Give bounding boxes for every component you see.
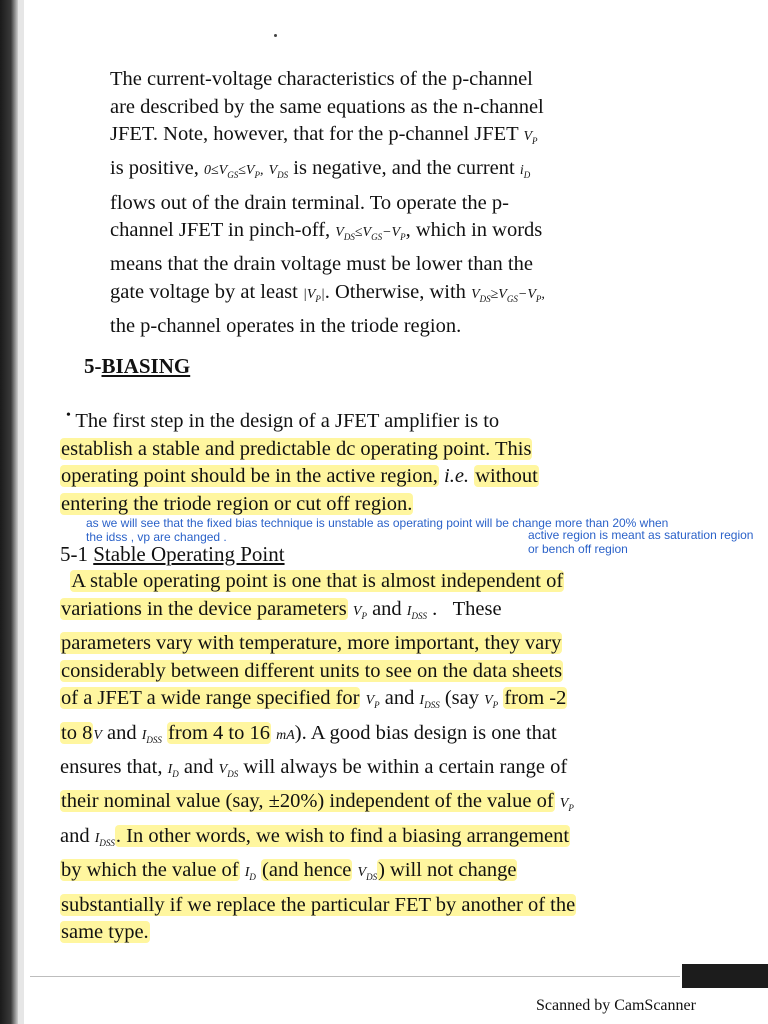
- math-idss: $I_{DSS}$: [406, 603, 427, 621]
- text-line: the p-channel operates in the triode region.: [110, 315, 462, 338]
- highlighted-text: from 4 to 16: [168, 721, 270, 744]
- text-line: channel JFET in pinch-off,: [110, 219, 331, 242]
- highlighted-text-line: same type.: [61, 921, 149, 944]
- text-line: gate voltage by at least: [110, 280, 298, 303]
- text-word: (say: [444, 687, 479, 710]
- highlighted-text-line: their nominal value (say, ±20%) independent of the value of: [61, 790, 554, 813]
- bullet-mark: •: [66, 408, 71, 423]
- math-triode-condition: $V_{DS}\ge V_{GS}-V_P$,: [471, 286, 545, 304]
- text-line: The first step in the design of a JFET amplifier is to: [75, 410, 500, 432]
- math-vgs-range: $0\le V_{GS}\le V_P$,: [203, 163, 264, 181]
- subsection-number: 5-1: [60, 542, 88, 566]
- text-word: and: [183, 755, 214, 778]
- math-vp: $V_P$: [559, 796, 574, 814]
- math-pinchoff-condition: $V_{DS}\le V_{GS}-V_P$: [335, 225, 406, 242]
- text-line: . Otherwise, with: [324, 280, 466, 303]
- highlighted-text-line: entering the triode region or cut off region.: [61, 492, 413, 515]
- subsection-title: Stable Operating Point: [93, 542, 285, 566]
- highlighted-text: by which the value of: [61, 859, 239, 882]
- text-line: will always be within a certain range of: [243, 755, 568, 778]
- text-line: ). A good bias design is one that: [294, 721, 557, 744]
- math-abs-vp: $|V_P|$: [302, 286, 325, 304]
- highlighted-text-line: of a JFET a wide range specified for: [61, 687, 360, 710]
- highlighted-text-line: variations in the device parameters: [61, 597, 347, 620]
- highlighted-text: ) will not change: [378, 859, 517, 882]
- math-idss: $I_{DSS}$: [141, 727, 162, 745]
- text-word: and: [372, 597, 402, 620]
- text-line: is negative, and the current: [293, 157, 515, 180]
- text-line: The current-voltage characteristics of the p-channel: [110, 68, 533, 90]
- highlighted-text: without: [475, 465, 538, 487]
- math-vp: $V_P$: [352, 603, 367, 621]
- math-vds: $V_{DS}$: [218, 761, 239, 779]
- highlighted-text-line: operating point should be in the active region,: [61, 465, 438, 487]
- math-vp: $V_P$: [484, 693, 499, 710]
- highlighted-text-line: A stable operating point is one that is almost independent of: [71, 570, 564, 592]
- scan-speck: [274, 34, 277, 37]
- math-idss: $I_{DSS}$: [94, 830, 115, 848]
- math-id: $i_D$: [519, 163, 531, 181]
- math-vds: $V_{DS}$: [268, 163, 289, 181]
- text-word: and: [384, 687, 415, 710]
- scanner-watermark: Scanned by CamScanner: [536, 997, 696, 1014]
- section-number: 5-: [84, 354, 102, 378]
- paragraph-biasing: [60, 408, 680, 518]
- scan-page-edge: [18, 0, 24, 1024]
- math-vp: $V_P$: [523, 129, 538, 146]
- text-word: These: [452, 597, 502, 620]
- text-line: means that the drain voltage must be lower than the: [110, 253, 533, 276]
- highlighted-text: from -2: [504, 687, 567, 710]
- math-id: $I_D$: [244, 865, 256, 882]
- highlighted-text-line: . In other words, we wish to find a biasing arrangement: [115, 824, 570, 847]
- math-vds: $V_{DS}$: [357, 865, 378, 882]
- text-word: and: [107, 721, 137, 744]
- text-line: , which in words: [405, 219, 543, 242]
- highlighted-text-line: parameters vary with temperature, more important, they vary: [61, 631, 562, 654]
- highlighted-text-line: substantially if we replace the particular FET by another of the: [61, 893, 576, 916]
- highlighted-text: (and hence: [262, 859, 352, 882]
- paragraph-pchannel: [110, 66, 670, 341]
- math-idss: $I_{DSS}$: [419, 693, 440, 710]
- highlighted-text-line: considerably between different units to see on the data sheets: [61, 659, 563, 682]
- subsection-heading-stable-point: [60, 542, 285, 567]
- text-line: is positive,: [110, 157, 199, 180]
- text-word: and: [60, 824, 90, 847]
- text-line: are described by the same equations as the n-channel: [110, 95, 544, 118]
- section-heading-biasing: [84, 354, 190, 379]
- math-vp: $V_P$: [365, 693, 380, 710]
- highlighted-text-line: establish a stable and predictable dc operating point. This: [61, 437, 532, 460]
- highlighted-text: to 8: [61, 721, 93, 744]
- text-ie: i.e.: [444, 465, 470, 487]
- scan-binding-shadow: [0, 0, 18, 1024]
- scan-corner-shadow: [682, 964, 768, 988]
- page-bottom-line: [30, 976, 680, 977]
- paragraph-stable-point: A stable operating point is one that is almost independent of variations in the device parameters $V_P$ and $I_{DSS}$ . These parameters vary with temperature, more important, they vary considerably between different units to see on the data sheets of a JFET a wide range specified for $V_P$ and $I_{DSS}$ (say $V_P$ from -2 to 8V and $I_{DSS}$ from 4 to 16 mA). A good bias design is one that ensures that, $I_D$ and $V_{DS}$ will always be within a certain range of their nominal value (say, ±20%) independent of the value of $V_P$ and $I_{DSS}$. In other words, we wish to find a biasing arrangement by which the value of $I_D$ (and hence $V_{DS}$) will not change substantially if we replace the particular FET by another of the same type.: [60, 570, 576, 944]
- handwritten-annotation-fixed-bias: as we will see that the fixed bias technique is unstable as operating point will be change more than 20% when the idss , vp are changed .: [86, 516, 669, 544]
- section-title: BIASING: [101, 354, 191, 378]
- text-line: flows out of the drain terminal. To operate the p-: [110, 191, 509, 214]
- math-id: $I_D$: [167, 761, 179, 779]
- handwritten-annotation-active-region: active region is meant as saturation region or bench off region: [528, 528, 754, 556]
- text-line: JFET. Note, however, that for the p-channel JFET: [110, 123, 519, 145]
- text-line: ensures that,: [60, 755, 163, 778]
